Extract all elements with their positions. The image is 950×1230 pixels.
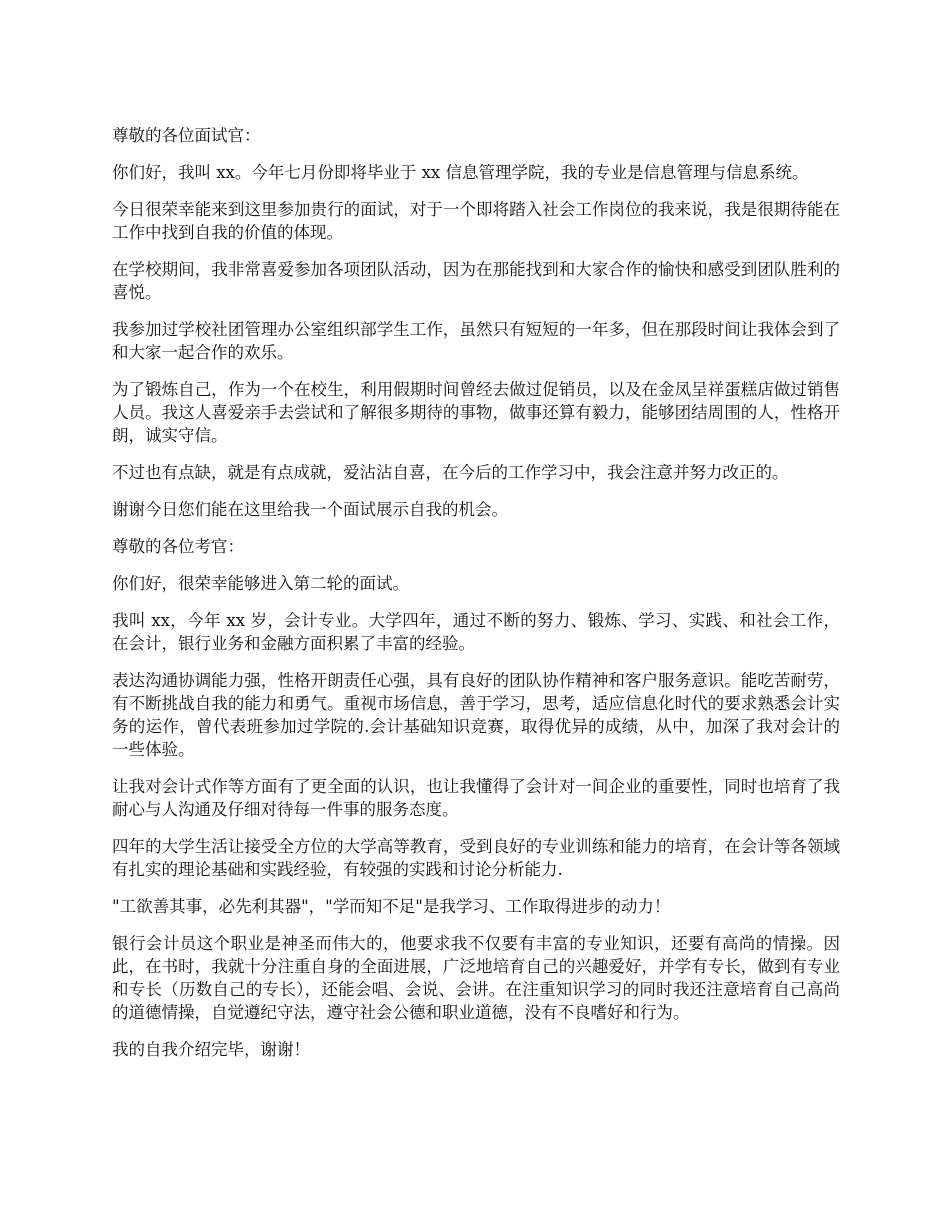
greeting-paragraph-1: 尊敬的各位面试官： bbox=[112, 126, 261, 145]
intro-paragraph-2: 你们好，很荣幸能够进入第二轮的面试。 bbox=[112, 574, 409, 593]
body-paragraph: 我参加过学校社团管理办公室组织部学生工作，虽然只有短短的一年多，但在那段时间让我体会到了和大家一起合作的欢乐。 bbox=[112, 320, 840, 362]
body-paragraph: 让我对会计式作等方面有了更全面的认识，也让我懂得了会计对一间企业的重要性，同时也培育了我耐心与人沟通及仔细对待每一件事的服务态度。 bbox=[112, 777, 840, 819]
motto-paragraph: "工欲善其事，必先利其器"，"学而知不足"是我学习、工作取得进步的动力！ bbox=[112, 897, 671, 916]
intro-paragraph-1: 你们好，我叫 xx。今年七月份即将毕业于 xx 信息管理学院，我的专业是信息管理与信息系统。 bbox=[112, 163, 809, 182]
body-paragraph: 在学校期间，我非常喜爱参加各项团队活动，因为在那能找到和大家合作的愉快和感受到团队胜利的喜悦。 bbox=[112, 260, 840, 302]
closing-paragraph-2: 我的自我介绍完毕，谢谢！ bbox=[112, 1040, 310, 1059]
body-paragraph: 不过也有点缺，就是有点成就，爱沾沾自喜，在今后的工作学习中，我会注意并努力改正的。 bbox=[112, 463, 789, 482]
body-paragraph: 为了锻炼自己，作为一个在校生，利用假期时间曾经去做过促销员，以及在金凤呈祥蛋糕店做过销售人员。我这人喜爱亲手去尝试和了解很多期待的事物，做事还算有毅力，能够团结周围的人，性格开朗，诚实守信。 bbox=[112, 380, 840, 445]
document-body bbox=[112, 124, 840, 1075]
body-paragraph: 四年的大学生活让接受全方位的大学高等教育，受到良好的专业训练和能力的培育，在会计等各领域有扎实的理论基础和实践经验，有较强的实践和讨论分析能力. bbox=[112, 837, 840, 879]
greeting-paragraph-2: 尊敬的各位考官： bbox=[112, 537, 244, 556]
closing-paragraph-1: 谢谢今日您们能在这里给我一个面试展示自我的机会。 bbox=[112, 500, 508, 519]
body-paragraph: 表达沟通协调能力强，性格开朗责任心强，具有良好的团队协作精神和客户服务意识。能吃苦耐劳，有不断挑战自我的能力和勇气。重视市场信息，善于学习，思考，适应信息化时代的要求熟悉会计实务的运作，曾代表班参加过学院的.会计基础知识竞赛，取得优异的成绩，从中，加深了我对会计的一些体验。 bbox=[112, 671, 840, 759]
body-paragraph: 我叫 xx，今年 xx 岁，会计专业。大学四年，通过不断的努力、锻炼、学习、实践、和社会工作，在会计，银行业务和金融方面积累了丰富的经验。 bbox=[112, 611, 840, 653]
body-paragraph: 今日很荣幸能来到这里参加贵行的面试，对于一个即将踏入社会工作岗位的我来说，我是很期待能在工作中找到自我的价值的体现。 bbox=[112, 200, 840, 242]
body-paragraph: 银行会计员这个职业是神圣而伟大的，他要求我不仅要有丰富的专业知识，还要有高尚的情操。因此，在书时，我就十分注重自身的全面进展，广泛地培育自己的兴趣爱好，并学有专长，做到有专业和专长（历数自己的专长），还能会唱、会说、会讲。在注重知识学习的同时我还注意培育自己高尚的道德情操，自觉遵纪守法，遵守社会公德和职业道德，没有不良嗜好和行为。 bbox=[112, 934, 840, 1022]
